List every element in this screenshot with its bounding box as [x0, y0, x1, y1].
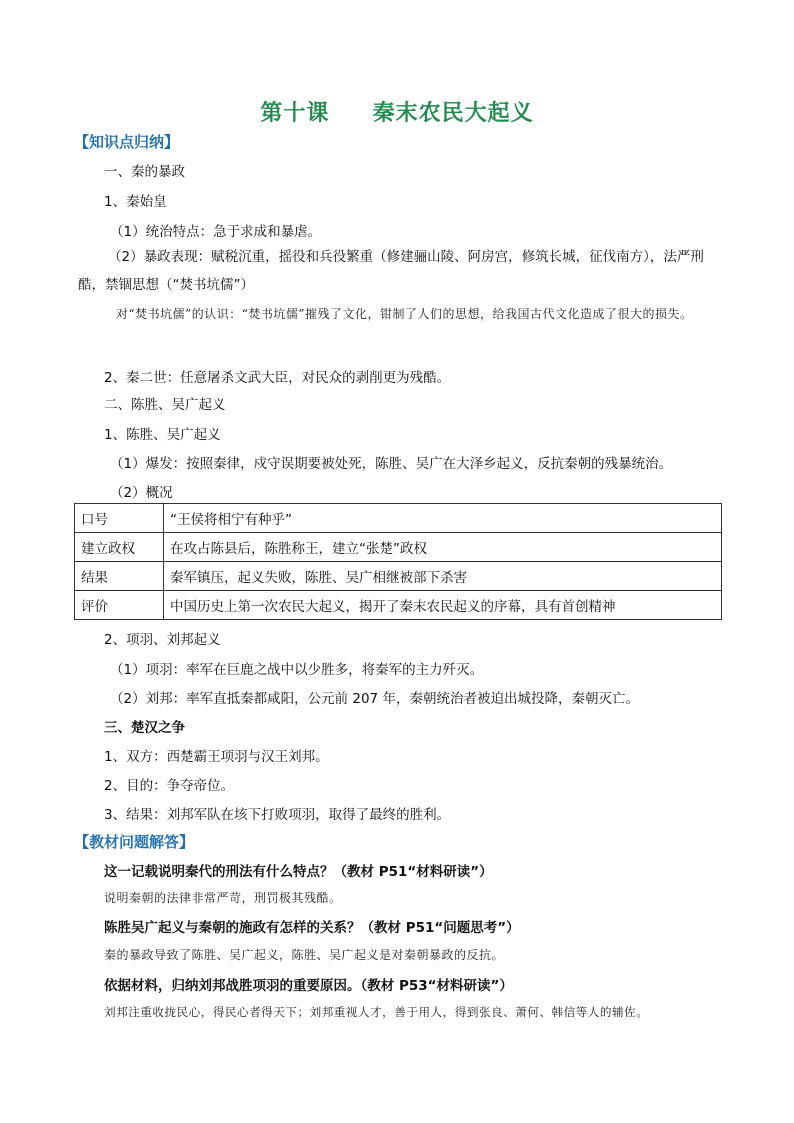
text-tyranny-manifestations: （2）暴政表现：赋税沉重，摇役和兵役繁重（修建骊山陵、阿房宫，修筑长城，征伐南方），法严刑酷，禁锢思想（“焚书坑儒”）	[78, 249, 704, 293]
table-row	[75, 562, 722, 591]
heading-uprising: 1、陈胜、吴广起义	[104, 427, 221, 443]
text-xiangyu: （1）项羽：率军在巨鹿之战中以少胜多，将秦军的主力歼灭。	[110, 662, 484, 678]
text-purpose: 2、目的：争夺帝位。	[104, 778, 235, 794]
page-title: 第十课 秦末农民大起义	[260, 101, 534, 126]
table-row	[75, 504, 722, 533]
heading-chu-han: 三、楚汉之争	[104, 720, 185, 736]
answer-1: 说明秦朝的法律非常严苛，刑罚极其残酷。	[104, 891, 342, 905]
section-heading-knowledge: 【知识点归纳】	[74, 133, 180, 151]
text-two-sides: 1、双方：西楚霸王项羽与汉王刘邦。	[104, 749, 329, 765]
overview-table	[74, 503, 722, 620]
table-cell-key: 评价	[75, 591, 164, 620]
answer-3: 刘邦注重收拢民心，得民心者得天下；刘邦重视人才，善于用人，得到张良、萧何、韩信等人的辅佐。	[104, 1005, 649, 1019]
text-liubang: （2）刘邦：率军直抵秦都咸阳，公元前 207 年，秦朝统治者被迫出城投降，秦朝灭亡。	[110, 691, 639, 707]
heading-qin-shihuang: 1、秦始皇	[104, 194, 167, 210]
section-heading-textbook: 【教材问题解答】	[74, 833, 195, 851]
table-cell-key: 结果	[75, 562, 164, 591]
question-2: 陈胜吴广起义与秦朝的施政有怎样的关系？（教材 P51“问题思考”）	[104, 920, 520, 936]
table-cell-key: 口号	[75, 504, 164, 533]
table-row	[75, 533, 722, 562]
text-rule-features: （1）统治特点：急于求成和暴虐。	[110, 224, 322, 240]
text-overview-label: （2）概况	[110, 485, 173, 501]
heading-xiangyu-liubang: 2、项羽、刘邦起义	[104, 632, 221, 648]
text-result: 3、结果：刘邦军队在垓下打败项羽，取得了最终的胜利。	[104, 807, 451, 823]
table-cell-value: 中国历史上第一次农民大起义，揭开了秦末农民起义的序幕，具有首创精神	[164, 591, 722, 620]
text-burning-books-note: 对“焚书坑儒”的认识：“焚书坑儒”摧残了文化，钳制了人们的思想，给我国古代文化造成了很大的损失。	[116, 307, 693, 321]
answer-2: 秦的暴政导致了陈胜、吴广起义，陈胜、吴广起义是对秦朝暴政的反抗。	[104, 948, 505, 962]
table-cell-key: 建立政权	[75, 533, 164, 562]
heading-qin-tyranny: 一、秦的暴政	[104, 164, 185, 180]
question-3: 依据材料，归纳刘邦战胜项羽的重要原因。（教材 P53“材料研读”）	[104, 978, 513, 994]
table-row	[75, 591, 722, 620]
table-cell-value: 在攻占陈县后，陈胜称王，建立“张楚”政权	[164, 533, 722, 562]
heading-chensheng-wuguang: 二、陈胜、吴广起义	[104, 397, 226, 413]
table-cell-value: “王侯将相宁有种乎”	[164, 504, 722, 533]
table-cell-value: 秦军镇压，起义失败，陈胜、吴广相继被部下杀害	[164, 562, 722, 591]
question-1: 这一记载说明秦代的刑法有什么特点？（教材 P51“材料研读”）	[104, 864, 493, 880]
text-qin-ershi: 2、秦二世：任意屠杀文武大臣，对民众的剥削更为残酷。	[104, 370, 451, 386]
text-outbreak: （1）爆发：按照秦律，戍守误期要被处死，陈胜、吴广在大泽乡起义，反抗秦朝的残暴统治。	[110, 456, 673, 472]
